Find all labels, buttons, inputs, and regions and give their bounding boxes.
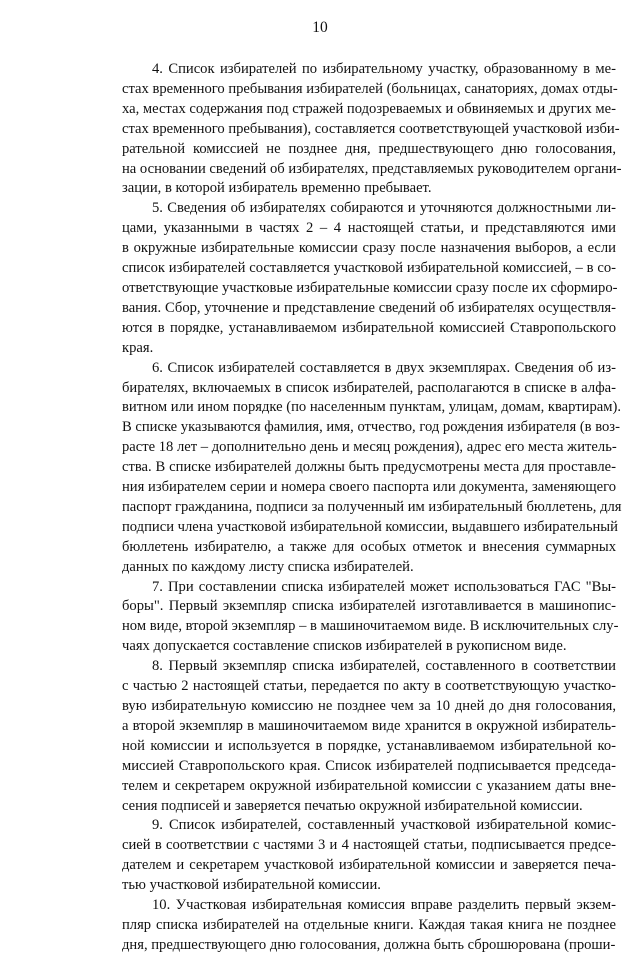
paragraph-9 <box>92 816 616 896</box>
text-line: боры". Первый экземпляр списка избирателей изготавливается в машинопис- <box>122 598 616 615</box>
paragraph-8 <box>92 657 616 816</box>
text-line: витном или ином порядке (по населенным пунктам, улицам, домам, квартирам). <box>122 399 621 416</box>
text-line: 4. Список избирателей по избирательному участку, образованному в ме- <box>152 61 616 77</box>
text-line: сией в соответствии с частями 3 и 4 настоящей статьи, подписывается предсе- <box>122 837 616 854</box>
text-line: цами, указанными в частях 2 – 4 настоящей статьи, и представляются ими <box>122 220 616 237</box>
paragraph-5 <box>92 199 616 358</box>
text-line: список избирателей составляется участковой избирательной комиссией, – в со- <box>122 260 616 277</box>
text-line: 6. Список избирателей составляется в двух экземплярах. Сведения об из- <box>152 359 616 376</box>
text-line: миссией Ставропольского края. Список избирателей подписывается председа- <box>122 757 616 774</box>
text-line: 7. При составлении списка избирателей может использоваться ГАС "Вы- <box>152 578 616 595</box>
document-body <box>92 60 622 956</box>
text-line: с частью 2 настоящей статьи, передается по акту в соответствующую участко- <box>122 678 616 695</box>
text-line: ха, местах содержания под стражей подозреваемых и обвиняемых и других ме- <box>122 100 616 117</box>
text-line: паспорт гражданина, подписи за полученный им избирательный бюллетень, для <box>122 498 622 515</box>
text-line: ном виде, второй экземпляр – в машиночитаемом виде. В исключительных слу- <box>122 618 619 635</box>
text-line: чаях допускается составление списков избирателей в рукописном виде. <box>122 638 567 655</box>
text-line: вания. Сбор, уточнение и представление сведений об избирателях осуществля- <box>122 299 616 316</box>
text-line: ства. В списке избирателей должны быть предусмотрены места для проставле- <box>122 459 616 476</box>
text-line: зации, в которой избиратель временно пребывает. <box>122 180 432 197</box>
text-line: 9. Список избирателей, составленный участковой избирательной комис- <box>152 817 616 834</box>
paragraph-4 <box>92 60 622 199</box>
text-line: ответствующие участковые избирательные комиссии сразу после их сформиро- <box>122 279 618 296</box>
text-line: а второй экземпляр в машиночитаемом виде хранится в окружной избиратель- <box>122 717 616 734</box>
paragraph-7 <box>92 578 619 658</box>
text-line: дателем и секретарем участковой избирательной комиссии и заверяется печа- <box>122 857 616 874</box>
text-line: стах временного пребывания избирателей (больницах, санаториях, домах отды- <box>122 80 618 97</box>
text-line: данных по каждому листу списка избирателей. <box>122 558 414 575</box>
text-line: рательной комиссией не позднее дня, предшествующего дню голосования, <box>122 140 616 157</box>
text-line: тью участковой избирательной комиссии. <box>122 877 381 894</box>
text-line: вую избирательную комиссию не позднее чем за 10 дней до дня голосования, <box>122 698 616 714</box>
text-line: подписи члена участковой избирательной комиссии, выдавшего избирательный <box>122 518 618 535</box>
text-line: ной комиссии и используется в порядке, устанавливаемом избирательной ко- <box>122 737 616 754</box>
text-line: дня, предшествующего дню голосования, должна быть сброшюрована (проши- <box>122 936 616 953</box>
paragraph-10 <box>92 896 616 956</box>
text-line: ния избирателем серии и номера своего паспорта или документа, заменяющего <box>122 479 616 496</box>
text-line: ются в порядке, устанавливаемом избирательной комиссией Ставропольского <box>122 319 616 336</box>
text-line: 10. Участковая избирательная комиссия вправе разделить первый экзем- <box>152 897 616 914</box>
text-line: стах временного пребывания), составляется соответствующей участковой изби- <box>122 120 620 137</box>
text-line: телем и секретарем окружной избирательной комиссии с указанием даты вне- <box>122 777 616 794</box>
page-number: 10 <box>312 19 328 36</box>
text-line: расте 18 лет – дополнительно день и месяц рождения), адрес его места житель- <box>122 439 617 456</box>
text-line: бирателях, включаемых в список избирателей, располагаются в списке в алфа- <box>122 379 616 396</box>
text-line: 8. Первый экземпляр списка избирателей, составленного в соответствии <box>152 658 616 675</box>
paragraph-6 <box>92 359 622 578</box>
text-line: В списке указываются фамилия, имя, отчество, год рождения избирателя (в воз- <box>122 419 620 436</box>
text-line: края. <box>122 339 154 356</box>
text-line: на основании сведений об избирателях, представляемых руководителем органи- <box>122 160 622 177</box>
text-line: в окружные избирательные комиссии сразу после назначения выборов, а если <box>122 240 616 257</box>
text-line: 5. Сведения об избирателях собираются и уточняются должностными ли- <box>152 200 616 217</box>
text-line: бюллетень избирателю, а также для особых отметок и внесения суммарных <box>122 538 616 555</box>
text-line: пляр списка избирателей на отдельные книги. Каждая такая книга не позднее <box>122 916 616 933</box>
text-line: сения подписей и заверяется печатью окружной избирательной комиссии. <box>122 797 583 814</box>
